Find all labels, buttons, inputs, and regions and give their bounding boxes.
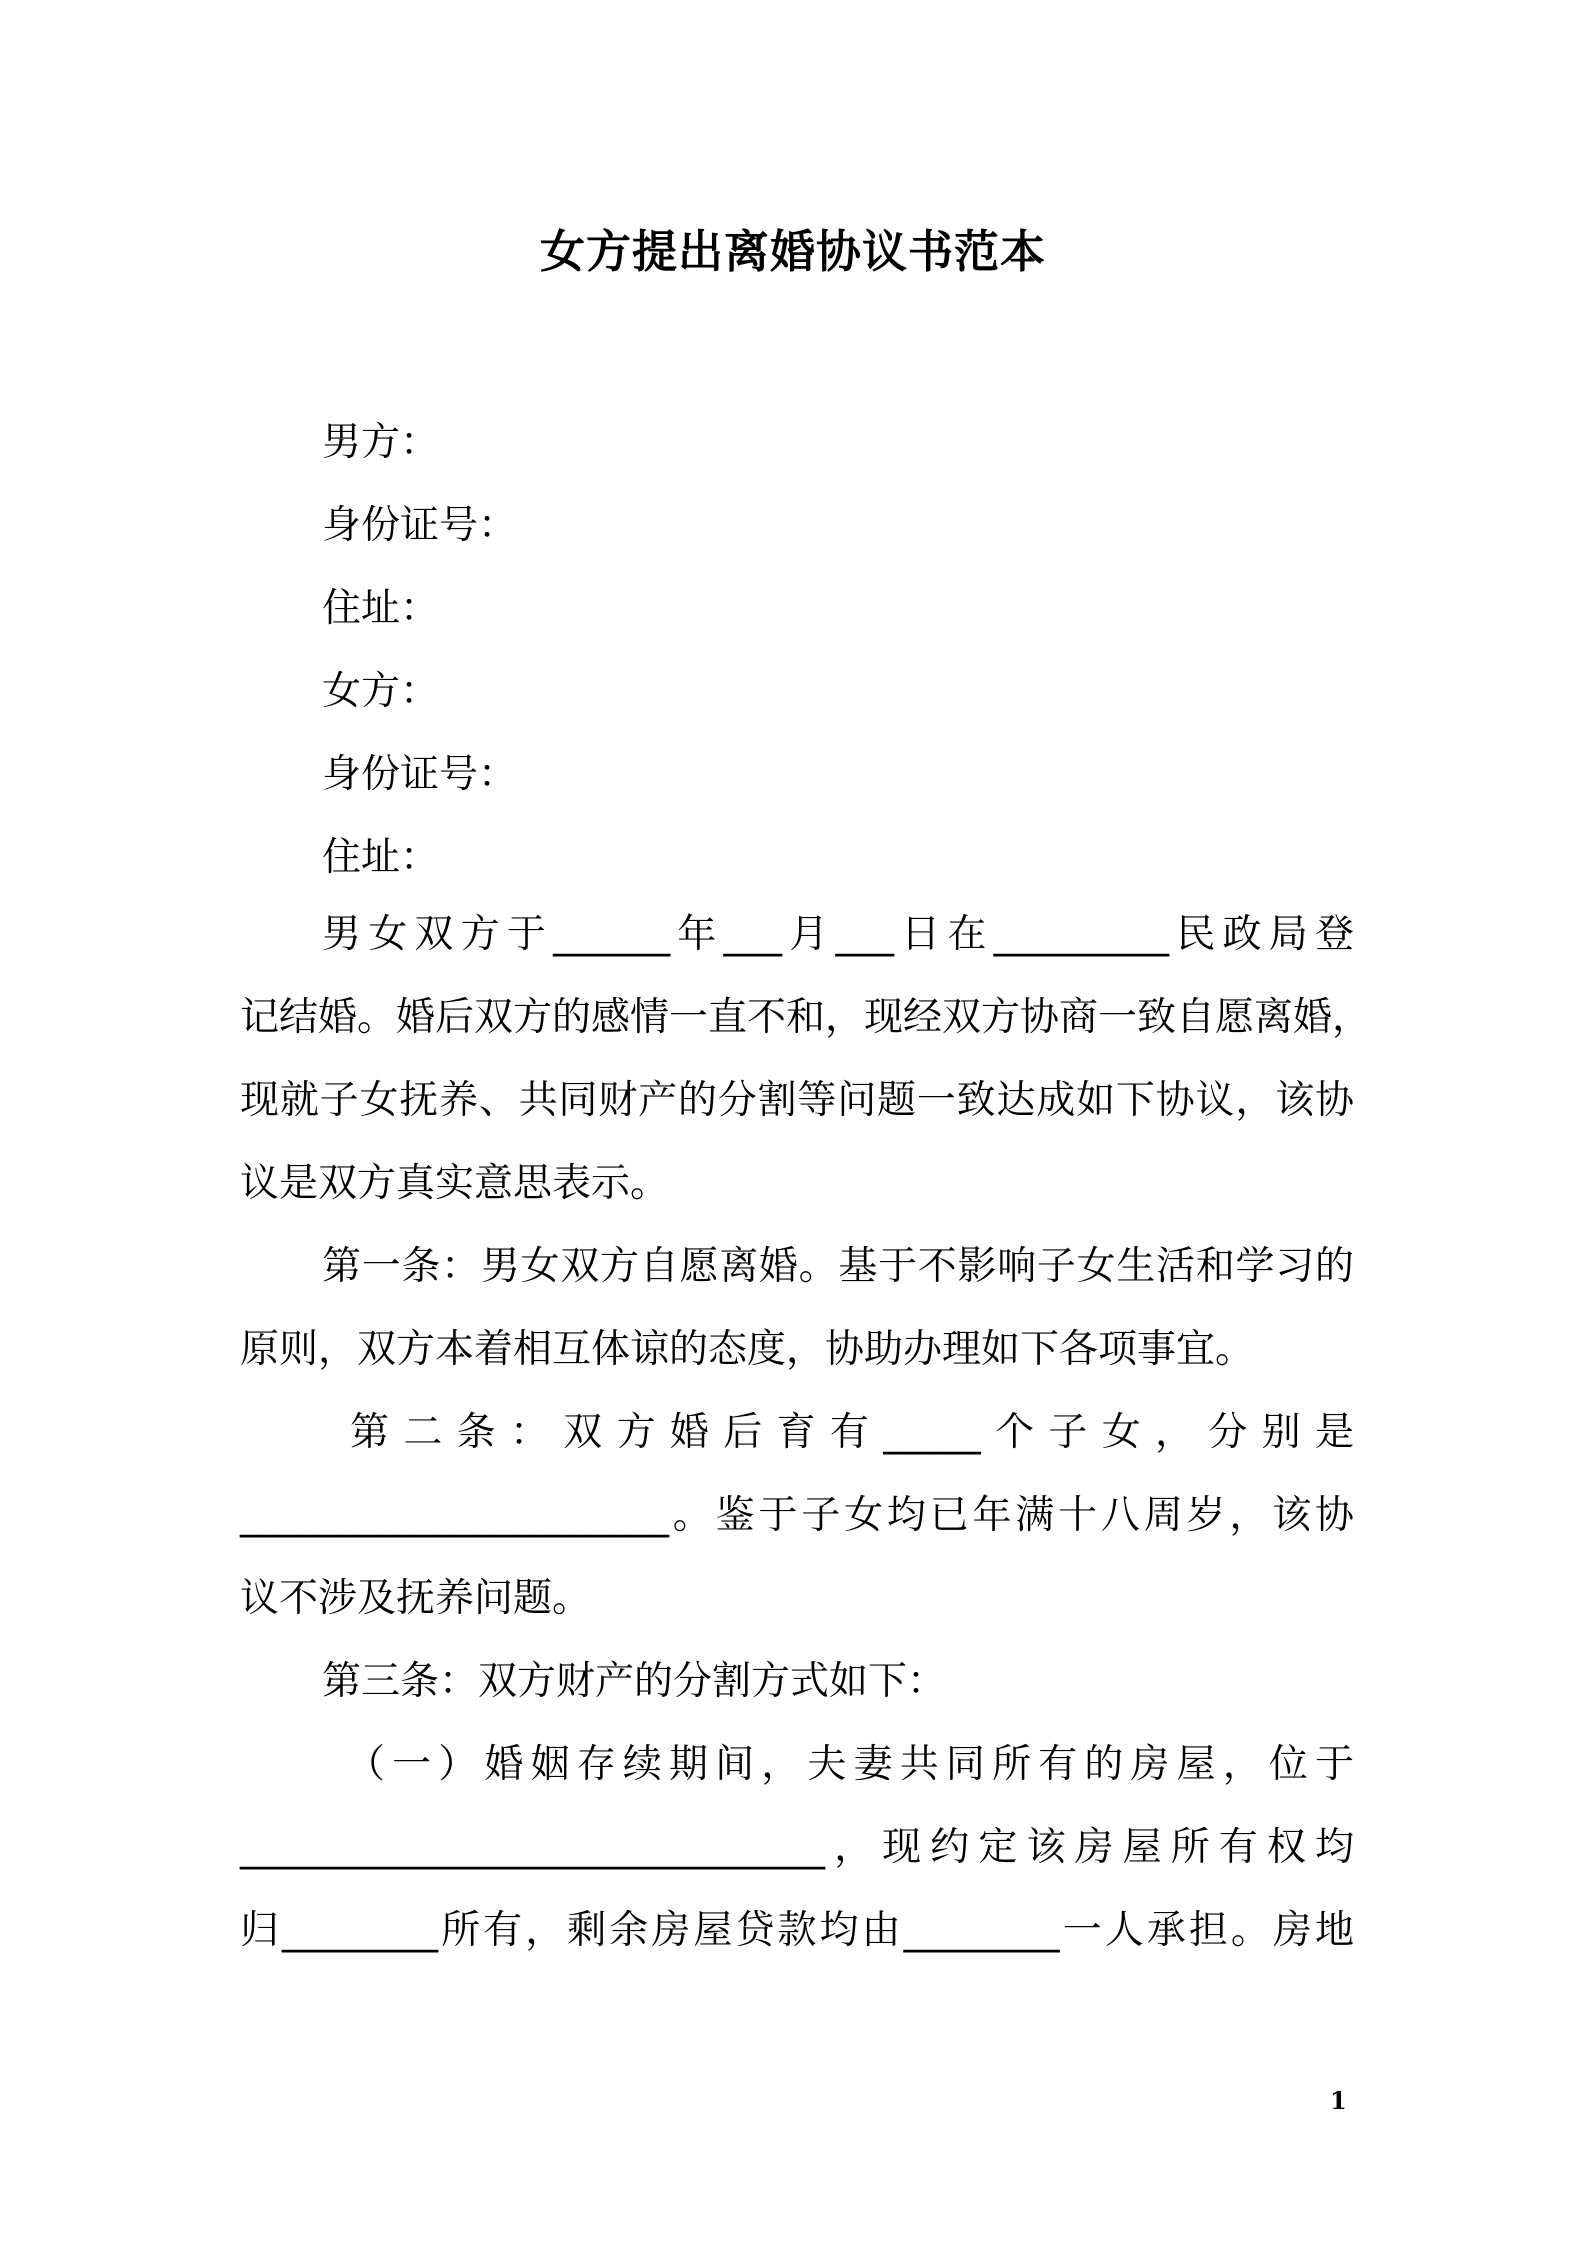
male-id-label: 身份证号： bbox=[322, 503, 518, 548]
female-label: 女方： bbox=[322, 669, 440, 714]
intro-line-3: 现就子女抚养、共同财产的分割等问题一致达成如下协议，该协 bbox=[240, 1078, 1354, 1123]
male-address-label: 住址： bbox=[322, 586, 440, 631]
intro-line-1: 男女双方于______年___月___日在_________民政局登 bbox=[322, 912, 1354, 957]
male-label: 男方： bbox=[322, 420, 440, 465]
article3-line-1: 第三条：双方财产的分割方式如下： bbox=[322, 1659, 947, 1704]
page-number: 1 bbox=[1330, 2086, 1347, 2115]
article1-line-1: 第一条：男女双方自愿离婚。基于不影响子女生活和学习的 bbox=[322, 1244, 1354, 1289]
article2-line-1: 第二条：双方婚后育有_____个子女，分别是 bbox=[350, 1410, 1354, 1455]
document-title: 女方提出离婚协议书范本 bbox=[539, 225, 1046, 278]
article2-line-2: ______________________。鉴于子女均已年满十八周岁，该协 bbox=[240, 1493, 1354, 1538]
clause1-line-2: ______________________________，现约定该房屋所有权均 bbox=[240, 1825, 1354, 1870]
clause1-line-3: 归________所有，剩余房屋贷款均由________一人承担。房地 bbox=[240, 1908, 1354, 1953]
clause1-line-1: （一）婚姻存续期间，夫妻共同所有的房屋，位于 bbox=[346, 1742, 1354, 1787]
female-address-label: 住址： bbox=[322, 835, 440, 880]
intro-line-2: 记结婚。婚后双方的感情一直不和，现经双方协商一致自愿离婚， bbox=[240, 995, 1372, 1040]
intro-line-4: 议是双方真实意思表示。 bbox=[240, 1161, 670, 1206]
article2-line-3: 议不涉及抚养问题。 bbox=[240, 1576, 592, 1621]
article1-line-2: 原则，双方本着相互体谅的态度，协助办理如下各项事宜。 bbox=[240, 1327, 1255, 1372]
female-id-label: 身份证号： bbox=[322, 752, 518, 797]
